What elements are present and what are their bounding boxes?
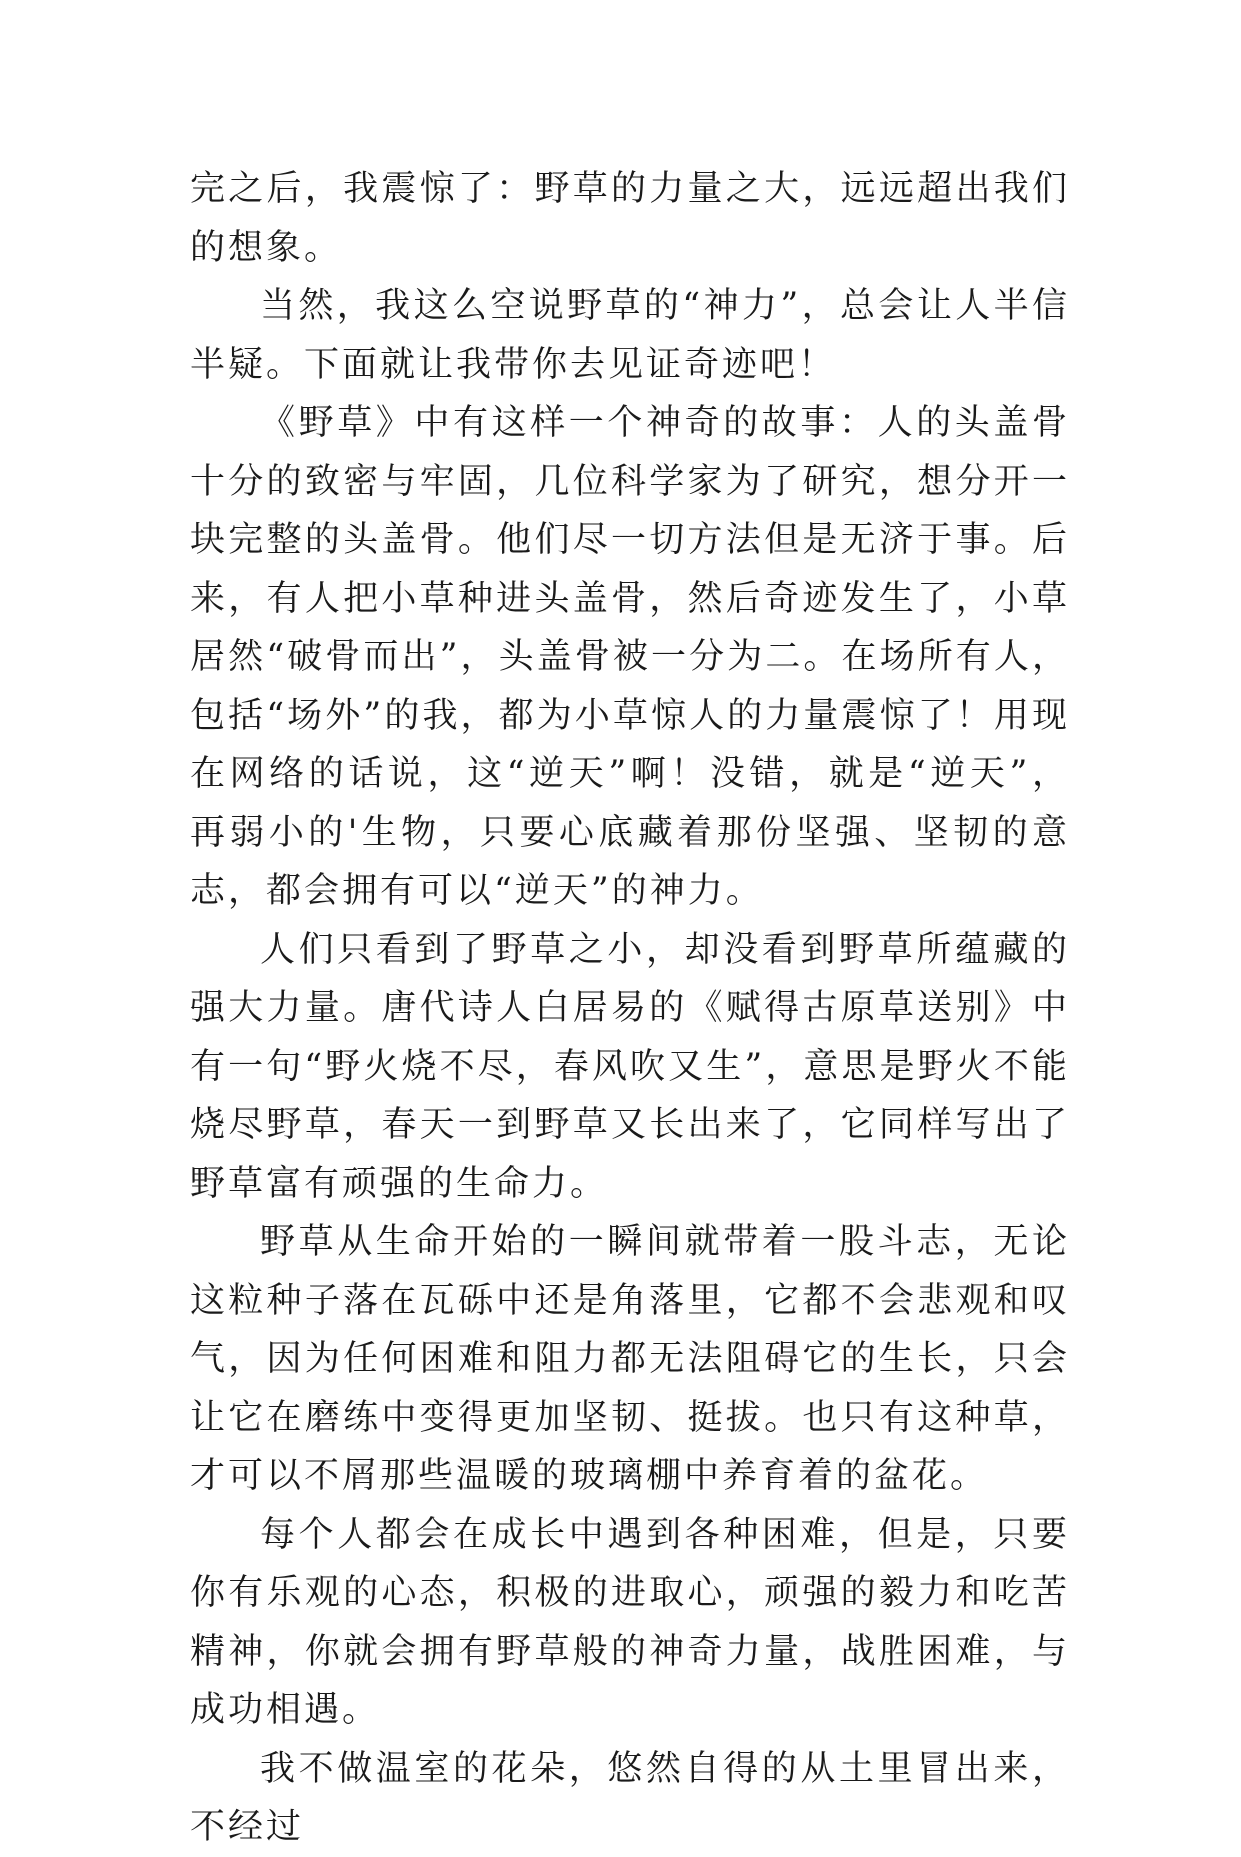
- paragraph: 每个人都会在成长中遇到各种困难，但是，只要你有乐观的心态，积极的进取心，顽强的毅力和吃苦精神，你就会拥有野草般的神奇力量，战胜困难，与成功相遇。: [190, 1514, 1070, 1730]
- body-text: [190, 160, 1070, 1857]
- paragraph: 人们只看到了野草之小，却没看到野草所蕴藏的强大力量。唐代诗人白居易的《赋得古原草送别》中有一句“野火烧不尽，春风吹又生”，意思是野火不能烧尽野草，春天一到野草又长出来了，它同样写出了野草富有顽强的生命力。: [190, 929, 1070, 1204]
- paragraph: 《野草》中有这样一个神奇的故事：人的头盖骨十分的致密与牢固，几位科学家为了研究，想分开一块完整的头盖骨。他们尽一切方法但是无济于事。后来，有人把小草种进头盖骨，然后奇迹发生了，小草居然“破骨而出”，头盖骨被一分为二。在场所有人，包括“场外”的我，都为小草惊人的力量震惊了！用现在网络的话说，这“逆天”啊！没错，就是“逆天”，再弱小的'生物，只要心底藏着那份坚强、坚韧的意志，都会拥有可以“逆天”的神力。: [190, 403, 1070, 911]
- paragraph: 野草从生命开始的一瞬间就带着一股斗志，无论这粒种子落在瓦砾中还是角落里，它都不会悲观和叹气，因为任何困难和阻力都无法阻碍它的生长，只会让它在磨练中变得更加坚韧、挺拔。也只有这种草，才可以不屑那些温暖的玻璃棚中养育着的盆花。: [190, 1222, 1070, 1496]
- paragraph: 我不做温室的花朵，悠然自得的从土里冒出来，不经过: [190, 1748, 1070, 1847]
- paragraph-continuation: 完之后，我震惊了：野草的力量之大，远远超出我们的想象。: [190, 169, 1070, 268]
- paragraph: 当然，我这么空说野草的“神力”，总会让人半信半疑。下面就让我带你去见证奇迹吧！: [190, 286, 1070, 385]
